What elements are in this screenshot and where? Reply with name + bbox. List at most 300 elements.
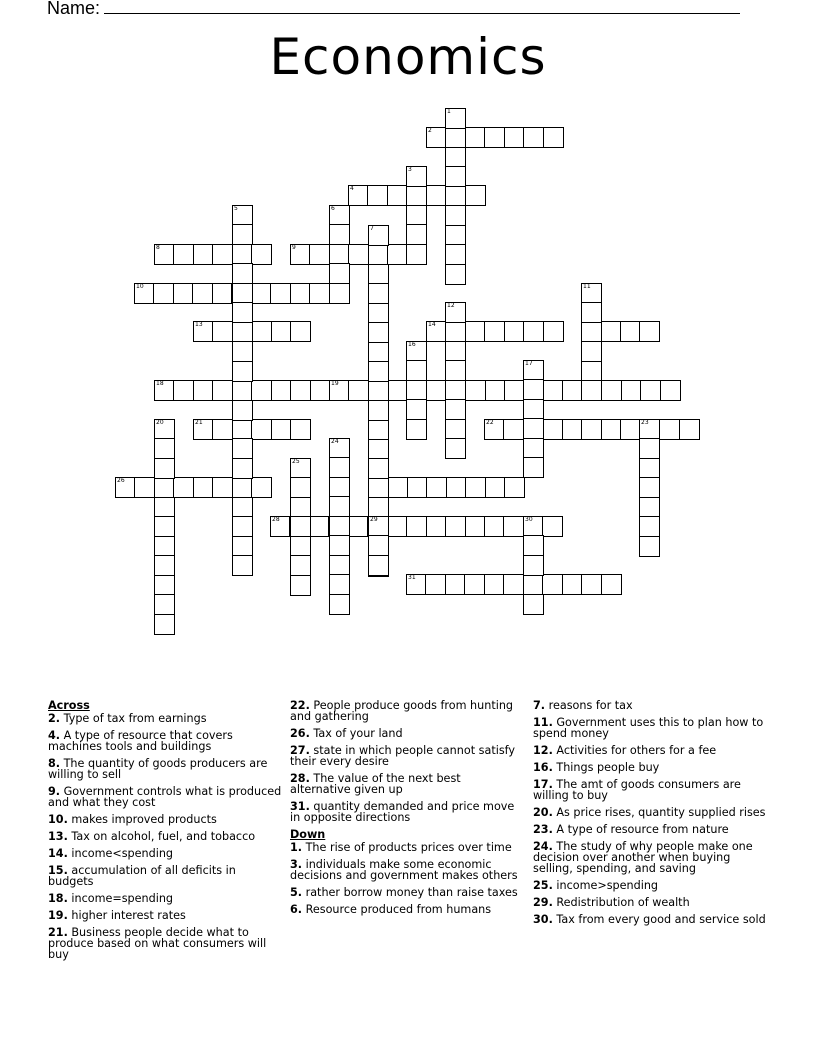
crossword-cell[interactable] [368, 516, 389, 537]
crossword-cell[interactable] [445, 108, 466, 129]
clue-number-label: 31. [290, 800, 310, 813]
clue-number-label: 2. [48, 712, 61, 725]
crossword-cell[interactable] [232, 244, 253, 265]
crossword-cell[interactable] [465, 380, 486, 401]
crossword-cell[interactable] [523, 418, 544, 439]
crossword-cell[interactable] [232, 341, 253, 362]
across-clue [48, 865, 283, 887]
down-clue [533, 841, 771, 874]
crossword-cell[interactable] [290, 555, 311, 576]
crossword-cell[interactable] [426, 185, 447, 206]
crossword-cell[interactable] [134, 283, 155, 304]
clue-number-label: 10. [48, 813, 68, 826]
clue-number: 23 [641, 419, 649, 426]
crossword-cell[interactable] [639, 458, 660, 479]
crossword-cell[interactable] [503, 419, 524, 440]
crossword-cell[interactable] [192, 283, 213, 304]
crossword-cell[interactable] [581, 574, 602, 595]
clues-column-1 [48, 700, 283, 966]
crossword-cell[interactable] [290, 458, 311, 479]
clue-text: The study of why people make one decision over another when buying selling, spending, and saving [533, 840, 753, 875]
crossword-cell[interactable] [290, 380, 311, 401]
crossword-cell[interactable] [368, 400, 389, 421]
clue-number-label: 19. [48, 909, 68, 922]
crossword-cell[interactable] [406, 166, 427, 187]
crossword-cell[interactable] [445, 127, 466, 148]
crossword-cell[interactable] [484, 127, 505, 148]
clue-number-label: 9. [48, 785, 61, 798]
crossword-cell[interactable] [523, 594, 544, 615]
down-clue [533, 717, 771, 739]
clue-number-label: 23. [533, 823, 553, 836]
crossword-cell[interactable] [621, 380, 642, 401]
crossword-cell[interactable] [154, 497, 175, 518]
down-clue [533, 880, 771, 891]
crossword-cell[interactable] [271, 419, 292, 440]
crossword-cell[interactable] [581, 341, 602, 362]
crossword-cell[interactable] [232, 224, 253, 245]
down-clue [290, 842, 520, 853]
crossword-cell[interactable] [407, 477, 428, 498]
clue-number: 8 [156, 244, 160, 251]
crossword-cell[interactable] [329, 516, 350, 537]
down-header: Down [290, 828, 326, 841]
crossword-cell[interactable] [368, 458, 389, 479]
crossword-cell[interactable] [368, 342, 389, 363]
clue-text: Redistribution of wealth [552, 896, 690, 909]
crossword-cell[interactable] [232, 361, 253, 382]
across-clue [48, 786, 283, 808]
crossword-cell[interactable] [464, 574, 485, 595]
crossword-cell[interactable] [406, 244, 427, 265]
across-clue [48, 927, 283, 960]
crossword-cell[interactable] [601, 380, 622, 401]
crossword-cell[interactable] [251, 419, 272, 440]
crossword-cell[interactable] [581, 283, 602, 304]
crossword-cell[interactable] [251, 283, 272, 304]
crossword-cell[interactable] [193, 244, 214, 265]
clues-column-3 [533, 700, 771, 931]
crossword-cell[interactable] [232, 302, 253, 323]
crossword-cell[interactable] [445, 360, 466, 381]
crossword-cell[interactable] [290, 419, 311, 440]
clue-number-label: 8. [48, 757, 61, 770]
crossword-cell[interactable] [581, 322, 602, 343]
crossword-cell[interactable] [484, 419, 505, 440]
crossword-cell[interactable] [659, 419, 680, 440]
crossword-cell[interactable] [523, 438, 544, 459]
crossword-cell[interactable] [406, 360, 427, 381]
across-clue [290, 745, 520, 767]
crossword-cell[interactable] [639, 477, 660, 498]
crossword-cell[interactable] [251, 477, 272, 498]
crossword-cell[interactable] [387, 477, 408, 498]
crossword-cell[interactable] [348, 516, 369, 537]
crossword-cell[interactable] [445, 574, 466, 595]
crossword-cell[interactable] [232, 400, 253, 421]
crossword-cell[interactable] [406, 380, 427, 401]
crossword-cell[interactable] [581, 419, 602, 440]
crossword-cell[interactable] [503, 516, 524, 537]
crossword-cell[interactable] [232, 380, 253, 401]
crossword-cell[interactable] [387, 516, 408, 537]
crossword-cell[interactable] [329, 457, 350, 478]
crossword-cell[interactable] [445, 380, 466, 401]
down-clue [533, 745, 771, 756]
crossword-cell[interactable] [484, 574, 505, 595]
crossword-cell[interactable] [329, 594, 350, 615]
crossword-cell[interactable] [173, 380, 194, 401]
crossword-cell[interactable] [193, 380, 214, 401]
crossword-cell[interactable] [251, 244, 272, 265]
clue-number: 17 [525, 360, 533, 367]
crossword-cell[interactable] [485, 477, 506, 498]
crossword-cell[interactable] [679, 419, 700, 440]
crossword-cell[interactable] [445, 419, 466, 440]
crossword-cell[interactable] [212, 419, 233, 440]
crossword-cell[interactable] [445, 516, 466, 537]
crossword-cell[interactable] [542, 516, 563, 537]
crossword-cell[interactable] [425, 574, 446, 595]
crossword-cell[interactable] [465, 477, 486, 498]
crossword-cell[interactable] [465, 516, 486, 537]
crossword-cell[interactable] [368, 244, 389, 265]
down-clue [533, 914, 771, 925]
crossword-cell[interactable] [193, 477, 214, 498]
crossword-cell[interactable] [173, 477, 194, 498]
crossword-cell[interactable] [270, 516, 291, 537]
crossword-cell[interactable] [173, 244, 194, 265]
crossword-cell[interactable] [368, 303, 389, 324]
crossword-cell[interactable] [232, 555, 253, 576]
crossword-cell[interactable] [581, 302, 602, 323]
crossword-cell[interactable] [251, 321, 272, 342]
crossword-cell[interactable] [639, 438, 660, 459]
down-clue [533, 824, 771, 835]
crossword-cell[interactable] [406, 516, 427, 537]
crossword-cell[interactable] [154, 244, 175, 265]
clue-number: 24 [331, 438, 339, 445]
clue-number: 14 [428, 321, 436, 328]
crossword-cell[interactable] [406, 574, 427, 595]
clue-number-label: 13. [48, 830, 68, 843]
crossword-cell[interactable] [523, 360, 544, 381]
crossword-cell[interactable] [445, 438, 466, 459]
crossword-cell[interactable] [503, 574, 524, 595]
crossword-cell[interactable] [212, 244, 233, 265]
crossword-cell[interactable] [154, 438, 175, 459]
crossword-cell[interactable] [232, 322, 253, 343]
crossword-cell[interactable] [639, 516, 660, 537]
crossword-cell[interactable] [542, 574, 563, 595]
crossword-cell[interactable] [193, 419, 214, 440]
crossword-cell[interactable] [154, 380, 175, 401]
crossword-cell[interactable] [290, 497, 311, 518]
crossword-cell[interactable] [387, 380, 408, 401]
clue-number: 28 [272, 516, 280, 523]
crossword-cell[interactable] [154, 419, 175, 440]
crossword-cell[interactable] [368, 535, 389, 556]
across-clue [48, 814, 283, 825]
crossword-cell[interactable] [232, 516, 253, 537]
crossword-cell[interactable] [329, 496, 350, 517]
crossword-cell[interactable] [153, 283, 174, 304]
crossword-cell[interactable] [329, 244, 350, 265]
crossword-cell[interactable] [523, 399, 544, 420]
across-clue [48, 713, 283, 724]
crossword-cell[interactable] [504, 321, 525, 342]
clue-text: rather borrow money than raise taxes [302, 886, 518, 899]
crossword-cell[interactable] [601, 419, 622, 440]
crossword-cell[interactable] [212, 283, 233, 304]
clue-text: higher interest rates [67, 909, 186, 922]
crossword-cell[interactable] [446, 477, 467, 498]
crossword-cell[interactable] [523, 127, 544, 148]
crossword-cell[interactable] [445, 321, 466, 342]
crossword-cell[interactable] [367, 185, 388, 206]
crossword-cell[interactable] [290, 283, 311, 304]
crossword-cell[interactable] [543, 321, 564, 342]
crossword-cell[interactable] [232, 263, 253, 284]
down-clue [533, 762, 771, 773]
crossword-cell[interactable] [154, 575, 175, 596]
crossword-cell[interactable] [290, 575, 311, 596]
crossword-cell[interactable] [426, 516, 447, 537]
crossword-cell[interactable] [193, 321, 214, 342]
crossword-cell[interactable] [329, 477, 350, 498]
crossword-cell[interactable] [504, 380, 525, 401]
crossword-cell[interactable] [426, 321, 447, 342]
crossword-cell[interactable] [329, 574, 350, 595]
crossword-cell[interactable] [232, 283, 253, 304]
crossword-cell[interactable] [523, 535, 544, 556]
crossword-cell[interactable] [639, 419, 660, 440]
crossword-cell[interactable] [290, 536, 311, 557]
across-clue [48, 893, 283, 904]
crossword-cell[interactable] [445, 166, 466, 187]
crossword-cell[interactable] [562, 574, 583, 595]
crossword-cell[interactable] [406, 419, 427, 440]
clue-text: Tax from every good and service sold [552, 913, 766, 926]
crossword-cell[interactable] [348, 244, 369, 265]
crossword-cell[interactable] [543, 380, 564, 401]
crossword-cell[interactable] [523, 516, 544, 537]
crossword-cell[interactable] [445, 147, 466, 168]
crossword-cell[interactable] [154, 477, 175, 498]
crossword-cell[interactable] [639, 321, 660, 342]
crossword-cell[interactable] [639, 497, 660, 518]
crossword-cell[interactable] [426, 477, 447, 498]
crossword-cell[interactable] [581, 380, 602, 401]
crossword-cell[interactable] [368, 283, 389, 304]
crossword-cell[interactable] [134, 477, 155, 498]
crossword-cell[interactable] [601, 574, 622, 595]
clue-text: The value of the next best alternative given up [290, 772, 461, 796]
crossword-cell[interactable] [329, 263, 350, 284]
clue-number-label: 30. [533, 913, 553, 926]
clue-number-label: 7. [533, 699, 546, 712]
crossword-cell[interactable] [368, 439, 389, 460]
crossword-cell[interactable] [154, 536, 175, 557]
crossword-cell[interactable] [212, 380, 233, 401]
crossword-cell[interactable] [562, 419, 583, 440]
down-clue [290, 887, 520, 898]
crossword-cell[interactable] [562, 380, 583, 401]
crossword-cell[interactable] [329, 380, 350, 401]
crossword-cell[interactable] [406, 224, 427, 245]
clue-number-label: 27. [290, 744, 310, 757]
clue-text: quantity demanded and price move in opposite directions [290, 800, 515, 824]
crossword-cell[interactable] [232, 458, 253, 479]
crossword-cell[interactable] [504, 127, 525, 148]
crossword-cell[interactable] [445, 302, 466, 323]
crossword-cell[interactable] [523, 555, 544, 576]
clue-number-label: 12. [533, 744, 553, 757]
crossword-cell[interactable] [271, 380, 292, 401]
crossword-cell[interactable] [445, 264, 466, 285]
clue-text: The amt of goods consumers are willing to buy [533, 778, 741, 802]
crossword-cell[interactable] [523, 379, 544, 400]
crossword-cell[interactable] [639, 536, 660, 557]
crossword-cell[interactable] [310, 380, 331, 401]
crossword-cell[interactable] [329, 438, 350, 459]
down-clue [290, 904, 520, 915]
crossword-cell[interactable] [329, 555, 350, 576]
crossword-cell[interactable] [348, 185, 369, 206]
clue-number-label: 25. [533, 879, 553, 892]
clue-text: Tax on alcohol, fuel, and tobacco [67, 830, 256, 843]
crossword-cell[interactable] [290, 477, 311, 498]
crossword-cell[interactable] [232, 438, 253, 459]
crossword-cell[interactable] [523, 321, 544, 342]
clue-number-label: 26. [290, 727, 310, 740]
crossword-cell[interactable] [620, 321, 641, 342]
clue-number-label: 3. [290, 858, 303, 871]
crossword-cell[interactable] [154, 594, 175, 615]
crossword-cell[interactable] [212, 477, 233, 498]
crossword-cell[interactable] [232, 419, 253, 440]
crossword-cell[interactable] [368, 420, 389, 441]
crossword-cell[interactable] [290, 321, 311, 342]
crossword-cell[interactable] [232, 205, 253, 226]
crossword-cell[interactable] [290, 516, 311, 537]
across-clue [290, 801, 520, 823]
crossword-cell[interactable] [406, 399, 427, 420]
crossword-cell[interactable] [523, 574, 544, 595]
clue-number: 13 [195, 321, 203, 328]
clue-number: 30 [525, 516, 533, 523]
clue-number: 6 [331, 205, 335, 212]
crossword-cell[interactable] [406, 341, 427, 362]
clue-number-label: 14. [48, 847, 68, 860]
crossword-cell[interactable] [212, 321, 233, 342]
crossword-cell[interactable] [368, 264, 389, 285]
crossword-cell[interactable] [368, 322, 389, 343]
clue-number: 20 [156, 419, 164, 426]
crossword-cell[interactable] [406, 185, 427, 206]
crossword-cell[interactable] [426, 127, 447, 148]
crossword-cell[interactable] [329, 224, 350, 245]
crossword-cell[interactable] [485, 380, 506, 401]
crossword-cell[interactable] [368, 381, 389, 402]
crossword-cell[interactable] [251, 380, 272, 401]
crossword-cell[interactable] [426, 380, 447, 401]
crossword-cell[interactable] [329, 205, 350, 226]
crossword-cell[interactable] [484, 321, 505, 342]
clue-number-label: 1. [290, 841, 303, 854]
crossword-cell[interactable] [465, 321, 486, 342]
page-title: Economics [269, 28, 547, 86]
crossword-cell[interactable] [173, 283, 194, 304]
crossword-cell[interactable] [232, 477, 253, 498]
crossword-cell[interactable] [154, 614, 175, 635]
crossword-cell[interactable] [445, 341, 466, 362]
crossword-cell[interactable] [368, 225, 389, 246]
crossword-cell[interactable] [271, 321, 292, 342]
clue-text: accumulation of all deficits in budgets [48, 864, 236, 888]
crossword-cell[interactable] [660, 380, 681, 401]
crossword-cell[interactable] [387, 185, 408, 206]
crossword-cell[interactable] [309, 244, 330, 265]
crossword-cell[interactable] [465, 127, 486, 148]
crossword-cell[interactable] [368, 478, 389, 499]
clue-text: reasons for tax [545, 699, 633, 712]
crossword-cell[interactable] [640, 380, 661, 401]
crossword-cell[interactable] [309, 283, 330, 304]
crossword-cell[interactable] [154, 555, 175, 576]
crossword-cell[interactable] [154, 516, 175, 537]
crossword-cell[interactable] [290, 244, 311, 265]
crossword-cell[interactable] [329, 535, 350, 556]
clue-text: Tax of your land [309, 727, 403, 740]
crossword-cell[interactable] [348, 380, 369, 401]
crossword-cell[interactable] [387, 244, 408, 265]
crossword-cell[interactable] [620, 419, 641, 440]
crossword-cell[interactable] [542, 419, 563, 440]
clue-text: The quantity of goods producers are willing to sell [48, 757, 268, 781]
crossword-cell[interactable] [465, 185, 486, 206]
crossword-cell[interactable] [600, 321, 621, 342]
crossword-cell[interactable] [484, 516, 505, 537]
crossword-cell[interactable] [232, 536, 253, 557]
crossword-cell[interactable] [445, 399, 466, 420]
clue-number: 18 [156, 380, 164, 387]
crossword-cell[interactable] [115, 477, 136, 498]
crossword-cell[interactable] [523, 457, 544, 478]
clue-number: 4 [350, 185, 354, 192]
crossword-cell[interactable] [445, 225, 466, 246]
crossword-cell[interactable] [368, 555, 389, 576]
crossword-cell[interactable] [270, 283, 291, 304]
crossword-cell[interactable] [309, 516, 330, 537]
clue-text: A type of resource that covers machines tools and buildings [48, 729, 233, 753]
crossword-cell[interactable] [154, 458, 175, 479]
crossword-cell[interactable] [445, 186, 466, 207]
crossword-cell[interactable] [406, 205, 427, 226]
crossword-cell[interactable] [368, 497, 389, 518]
crossword-cell[interactable] [232, 497, 253, 518]
crossword-cell[interactable] [329, 283, 350, 304]
clue-text: income<spending [67, 847, 174, 860]
crossword-cell[interactable] [445, 244, 466, 265]
crossword-cell[interactable] [504, 477, 525, 498]
crossword-cell[interactable] [445, 205, 466, 226]
crossword-cell[interactable] [581, 361, 602, 382]
clue-number: 22 [486, 419, 494, 426]
crossword-cell[interactable] [543, 127, 564, 148]
clue-text: Business people decide what to produce based on what consumers will buy [48, 926, 267, 961]
crossword-cell[interactable] [368, 361, 389, 382]
